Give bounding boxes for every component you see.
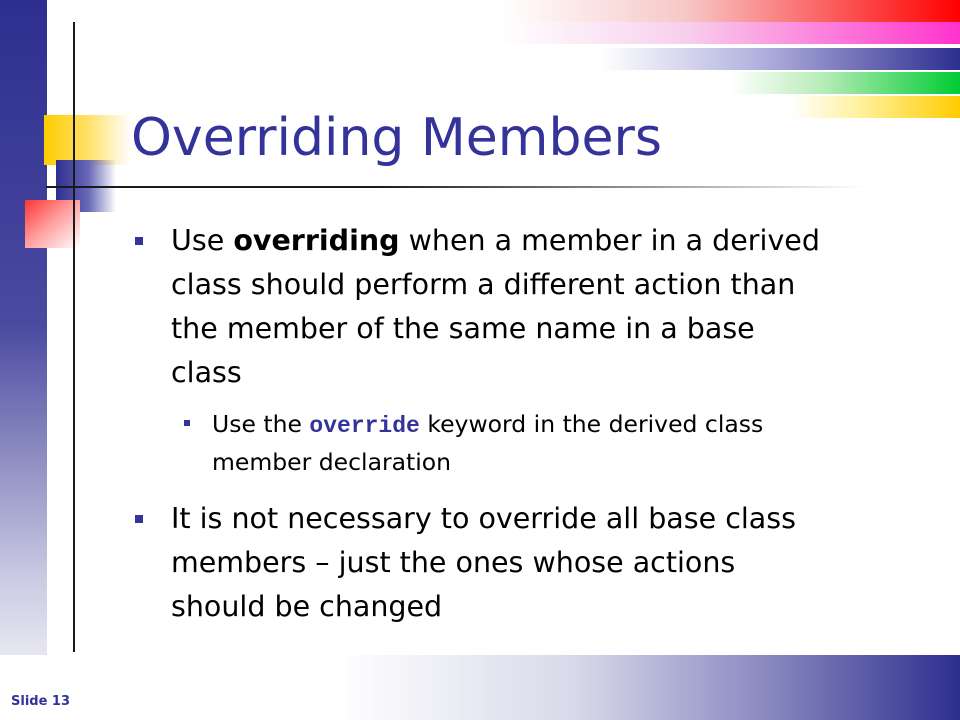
sub-bullet-text: [212, 406, 932, 480]
red-stripe: [500, 0, 960, 22]
bullet-2-line-1: It is not necessary to override all base class: [171, 502, 796, 535]
bullet-1-line-4: class: [171, 356, 242, 389]
bullet-2-text: [171, 497, 931, 629]
bullet-marker: [135, 237, 143, 245]
bullet-1-emphasis: overriding: [233, 224, 400, 257]
bullet-1-prefix: Use: [171, 224, 234, 257]
vertical-rule: [73, 22, 75, 652]
bullet-1-line-2: class should perform a different action than: [171, 268, 796, 301]
sub-bullet-suffix: keyword in the derived class: [419, 410, 764, 438]
bottom-gradient-bar: [0, 655, 960, 720]
sub-bullet-prefix: Use the: [212, 410, 310, 438]
sub-bullet-marker: [184, 420, 190, 426]
slide-title: Overriding Members: [131, 108, 662, 168]
sub-bullet-line-1: [212, 406, 932, 444]
bullet-1-suffix: when a member in a derived: [399, 224, 820, 257]
bullet-1-line-1: [171, 219, 931, 263]
slide-number: Slide 13: [11, 694, 71, 709]
bullet-marker: [135, 515, 143, 523]
green-stripe: [730, 72, 960, 94]
left-decor-bar: [0, 0, 47, 720]
yellow-square-decor: [44, 115, 131, 165]
override-keyword: override: [309, 413, 420, 439]
sub-bullet-line-2: member declaration: [212, 448, 452, 476]
red-square-decor: [25, 200, 80, 248]
title-underline-rule: [46, 186, 866, 188]
bullet-2-line-2: members – just the ones whose actions: [171, 546, 736, 579]
bullet-1-line-3: the member of the same name in a base: [171, 312, 755, 345]
yellow-stripe: [790, 96, 960, 118]
bullet-1-text: [171, 219, 931, 395]
blue-stripe: [600, 48, 960, 70]
bullet-2-line-3: should be changed: [171, 590, 443, 623]
pink-stripe: [500, 22, 960, 44]
